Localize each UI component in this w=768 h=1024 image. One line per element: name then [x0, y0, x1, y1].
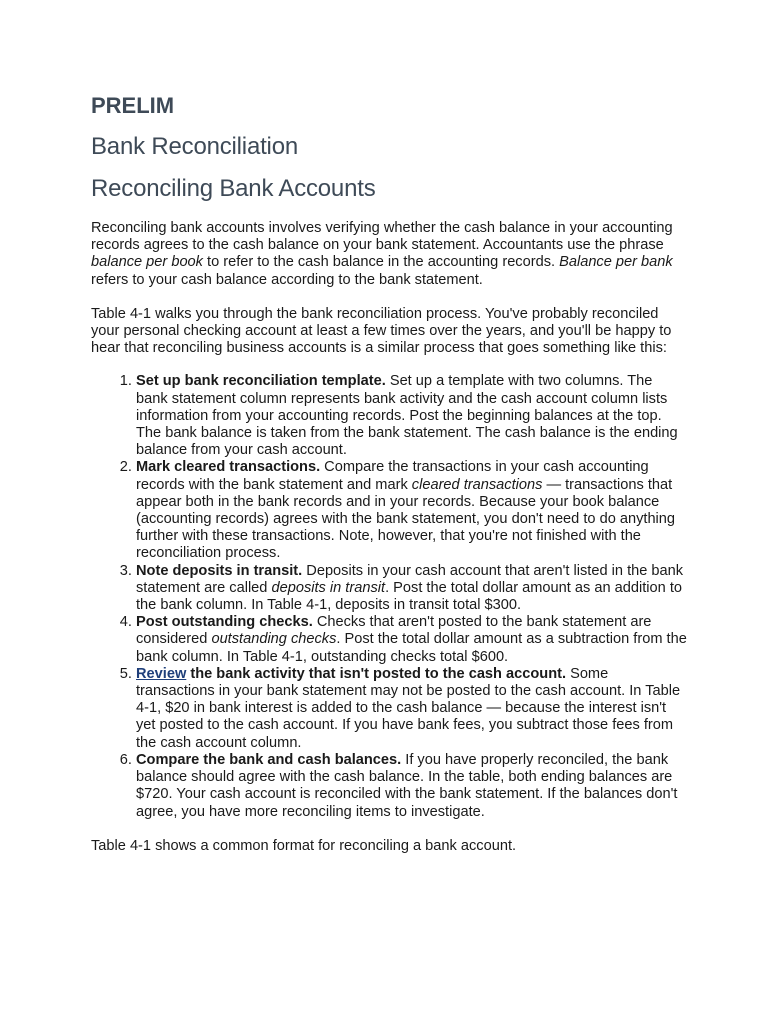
- process-paragraph: Table 4-1 walks you through the bank reconciliation process. You've probably reconciled your personal checking account at least a few times over the years, and you'll be happy to hear that reconciling business accounts is a similar process that goes something like this:: [91, 305, 672, 357]
- closing-paragraph: Table 4-1 shows a common format for reconciling a bank account.: [91, 837, 517, 854]
- list-item: 6. Compare the bank and cash balances. If you have properly reconciled, the bank balance should agree with the cash balance. In the table, both ending balances are $720. Your cash account is reconciled with the bank statement. If the balances don't agree, you have more reconciling items to investigate.: [136, 752, 688, 821]
- review-link[interactable]: Review: [136, 665, 187, 682]
- list-item: 5. Review the bank activity that isn't posted to the cash account. Some transactions in your bank statement may not be posted to the cash account. In Table 4-1, $20 in bank interest is added to the cash balance — because the interest isn't yet posted to the cash account. If you have bank fees, you subtract those fees from the cash account column.: [136, 666, 688, 752]
- list-item: 2. Mark cleared transactions. Compare the transactions in your cash accounting records with the bank statement and mark cleared transactions — transactions that appear both in the bank records and in your records. Because your book balance (accounting records) agrees with the bank statement, you don't need to do anything further with these transactions. Note, however, that you're not finished with the reconciliation process.: [136, 459, 688, 562]
- page-subtitle: Reconciling Bank Accounts: [91, 175, 376, 202]
- page-title: Bank Reconciliation: [91, 133, 298, 160]
- list-item: 1. Set up bank reconciliation template. Set up a template with two columns. The bank statement column represents bank activity and the cash account column lists information from your accounting records. Post the beginning balances at the top. The bank balance is taken from the bank statement. The cash balance is the ending balance from your cash account.: [136, 373, 688, 459]
- list-item: 3. Note deposits in transit. Deposits in your cash account that aren't listed in the bank statement are called deposits in transit. Post the total dollar amount as an addition to the bank column. In Table 4-1, deposits in transit total $300.: [136, 563, 688, 615]
- section-label: PRELIM: [91, 93, 175, 118]
- steps-list: [91, 373, 688, 820]
- list-item: 4. Post outstanding checks. Checks that aren't posted to the bank statement are considered outstanding checks. Post the total dollar amount as a subtraction from the bank column. In Table 4-1, outstanding checks total $600.: [136, 614, 688, 666]
- intro-paragraph: Reconciling bank accounts involves verifying whether the cash balance in your accounting records agrees to the cash balance on your bank statement. Accountants use the phrase balance per book to refer to the cash balance in the accounting records. Balance per bank refers to your cash balance according to the bank statement.: [91, 220, 673, 288]
